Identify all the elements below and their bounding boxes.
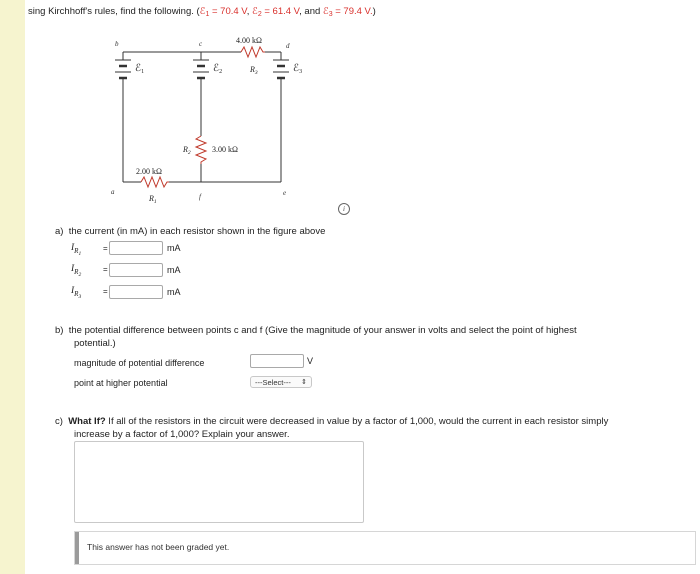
higher-point-select[interactable]: ---Select--- ⇕ bbox=[250, 376, 312, 388]
part-b-prompt-line2: potential.) bbox=[74, 338, 116, 349]
e2-value: = 61.4 V bbox=[261, 6, 300, 17]
node-label-b: b bbox=[115, 40, 119, 48]
magnitude-label: magnitude of potential difference bbox=[74, 358, 205, 368]
equals-sign: = bbox=[103, 265, 108, 274]
emf-label-e2: ℰ$_2$ bbox=[213, 63, 223, 75]
emf-label-e3: ℰ$_3$ bbox=[293, 63, 303, 75]
grading-status-box bbox=[74, 531, 696, 565]
e1-symbol: ℰ bbox=[199, 6, 206, 17]
current-r1-unit: mA bbox=[167, 243, 181, 253]
part-c-prompt-line1: c) What If? If all of the resistors in the circuit were decreased in value by a factor of 1,000, would the current in each resistor simply bbox=[55, 416, 609, 427]
node-label-c: c bbox=[199, 40, 203, 48]
select-arrows-icon: ⇕ bbox=[301, 379, 307, 386]
current-r1-input[interactable] bbox=[109, 241, 163, 255]
current-r2-input[interactable] bbox=[109, 263, 163, 277]
current-r3-unit: mA bbox=[167, 287, 181, 297]
e3-value: = 79.4 V. bbox=[332, 6, 373, 17]
potential-difference-unit: V bbox=[307, 356, 314, 366]
explanation-textarea[interactable] bbox=[74, 441, 364, 523]
question-header: sing Kirchhoff's rules, find the following. (ℰ$_1$ = 70.4 V, ℰ$_2$ = 61.4 V, and ℰ$_3$ = 79.4 V.) bbox=[28, 6, 376, 18]
current-label-r1: $I_{R1}$ bbox=[71, 243, 82, 257]
e3-symbol: ℰ bbox=[322, 6, 329, 17]
current-r3-input[interactable] bbox=[109, 285, 163, 299]
current-label-r3: $I_{R3}$ bbox=[71, 286, 82, 300]
r1-value-label: 2.00 kΩ bbox=[136, 167, 162, 176]
circuit-diagram bbox=[105, 32, 345, 207]
current-label-r2: $I_{R2}$ bbox=[71, 264, 82, 278]
resistor-r3 bbox=[241, 47, 265, 57]
grading-status-text: This answer has not been graded yet. bbox=[87, 542, 230, 552]
node-label-a: a bbox=[111, 188, 115, 196]
node-label-f: f bbox=[199, 193, 201, 201]
info-icon[interactable]: i bbox=[338, 203, 350, 215]
potential-difference-input[interactable] bbox=[250, 354, 304, 368]
battery-e1 bbox=[115, 60, 131, 78]
resistor-r1 bbox=[141, 177, 169, 187]
emf-label-e1: ℰ$_1$ bbox=[135, 63, 145, 75]
e2-symbol: ℰ bbox=[252, 6, 258, 17]
battery-e3 bbox=[273, 60, 289, 78]
left-margin-bar bbox=[0, 0, 25, 574]
node-label-d: d bbox=[286, 42, 290, 50]
e1-value: = 70.4 V bbox=[209, 6, 247, 17]
equals-sign: = bbox=[103, 244, 108, 253]
part-b-prompt-line1: b) the potential difference between points c and f (Give the magnitude of your answer in volts and select the point of highest bbox=[55, 325, 577, 336]
r3-value-label: 4.00 kΩ bbox=[236, 36, 262, 45]
grading-status-stripe bbox=[75, 532, 79, 564]
battery-e2 bbox=[193, 60, 209, 78]
part-c-prompt-line2: increase by a factor of 1,000? Explain your answer. bbox=[74, 429, 290, 440]
r3-name-label: $R_3$ bbox=[250, 65, 258, 76]
node-label-e: e bbox=[283, 189, 287, 197]
equals-sign: = bbox=[103, 287, 108, 296]
r2-name-label: $R_2$ bbox=[183, 145, 191, 156]
question-content bbox=[25, 0, 700, 574]
resistor-r2 bbox=[196, 136, 206, 164]
part-a-prompt: a) the current (in mA) in each resistor shown in the figure above bbox=[55, 226, 326, 237]
r2-value-label: 3.00 kΩ bbox=[212, 145, 238, 154]
r1-name-label: $R_1$ bbox=[149, 194, 157, 205]
current-r2-unit: mA bbox=[167, 265, 181, 275]
higher-point-label: point at higher potential bbox=[74, 378, 168, 388]
